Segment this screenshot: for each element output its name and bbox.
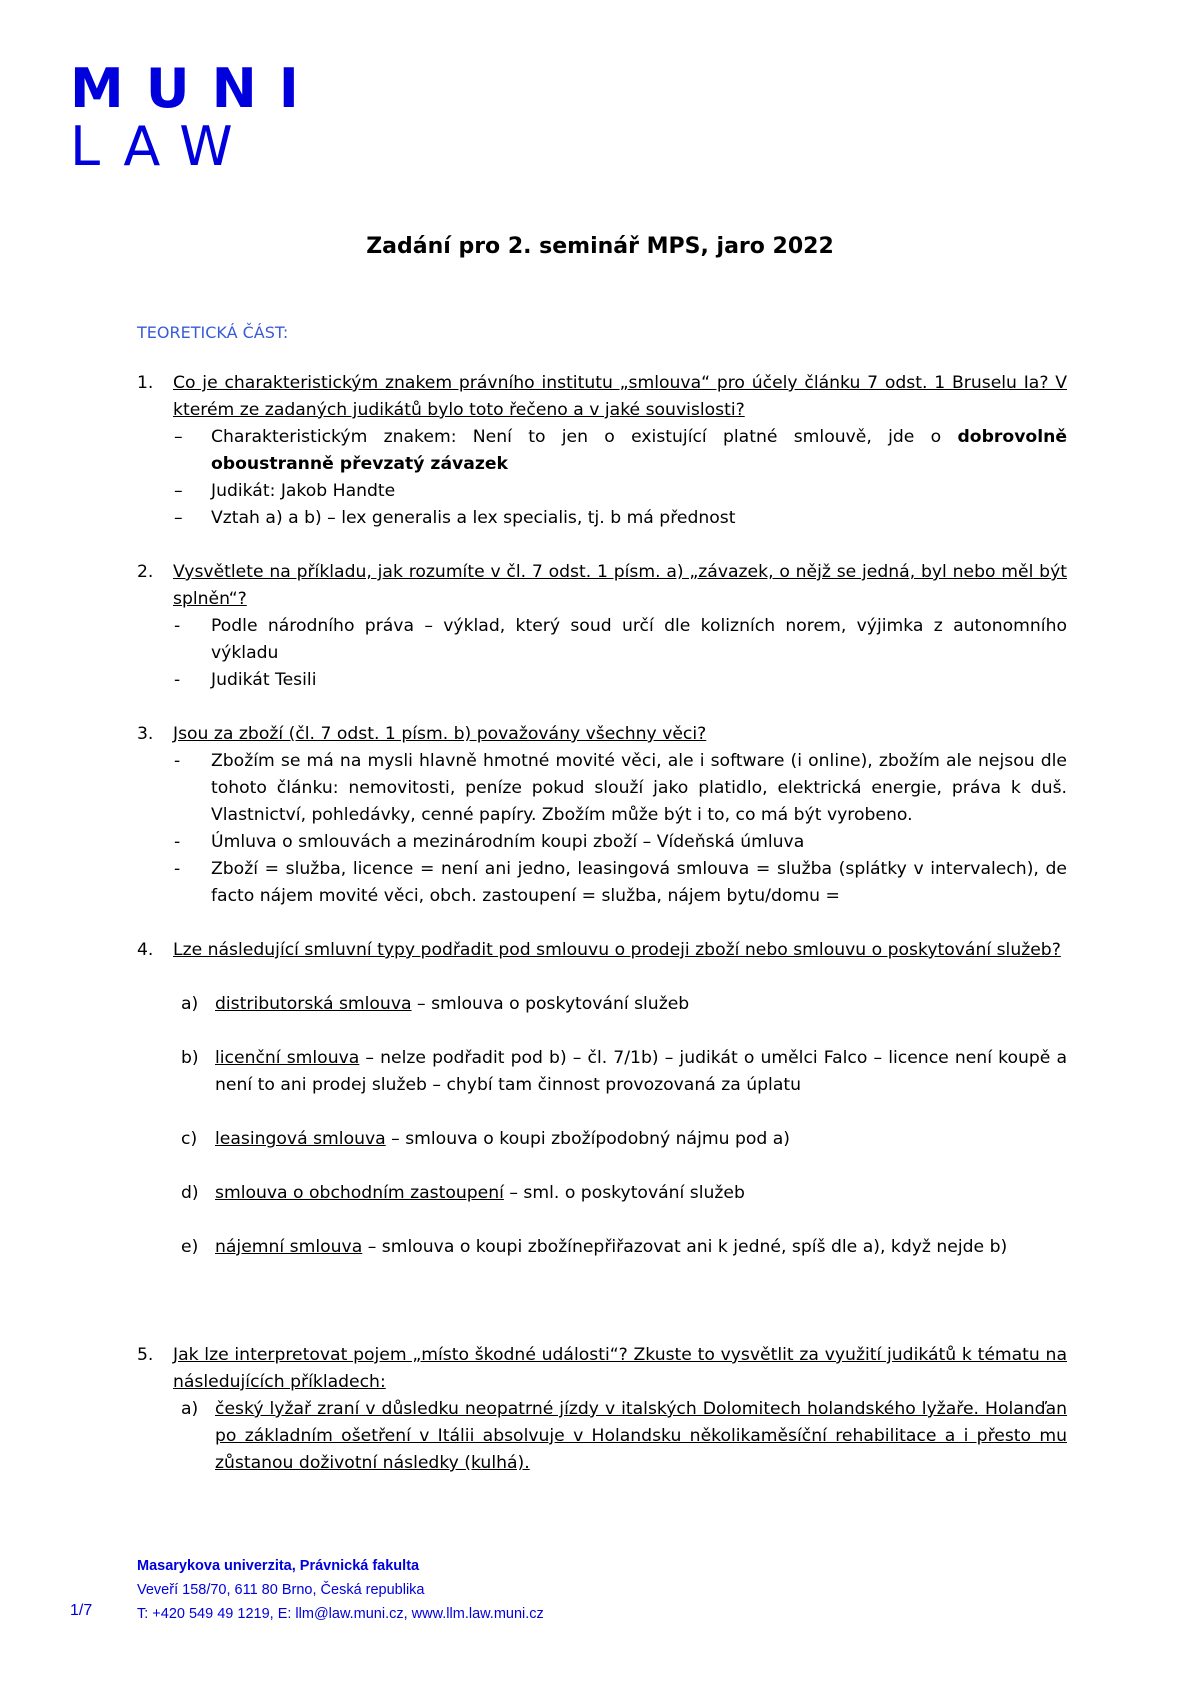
bullet-text: Judikát Tesili [211,670,317,690]
question-number: 1. [137,373,154,393]
subitem-answer: – smlouva o koupi zbožípodobný nájmu pod a) [385,1129,791,1149]
contract-type: smlouva o obchodním zastoupení [215,1183,504,1203]
contract-type: distributorská smlouva [215,994,412,1014]
page-footer [137,1554,544,1626]
question-3 [137,721,1067,748]
answer-bullet [137,505,1067,532]
footer-institution: Masarykova univerzita, Právnická fakulta [137,1558,420,1574]
bullet-text: Zbožím se má na mysli hlavně hmotné movité věci, ale i software (i online), zbožím ale nejsou dle tohoto článku: nemovitosti, peníze pokud slouží jako platidlo, elektrická energie, práva k duš. Vlastnictví, pohledávky, cenné papíry. Zbožím může být i to, co má být vyrobeno. [211,751,1067,825]
question-text: Vysvětlete na příkladu, jak rozumíte v čl. 7 odst. 1 písm. a) „závazek, o nějž se jedná, byl nebo měl být splněn“? [173,562,1067,609]
bullet-text: Charakteristickým znakem: Není to jen o existující platné smlouvě, jde o [211,427,958,447]
question-4 [137,937,1067,964]
answer-bullet [137,478,1067,505]
dash-bullet: - [174,670,181,690]
question-number: 2. [137,562,154,582]
question-number: 5. [137,1345,154,1365]
subitem-label: d) [181,1183,199,1203]
bullet-text: Vztah a) a b) – lex generalis a lex specialis, tj. b má přednost [211,508,736,528]
subitem-label: b) [181,1048,199,1068]
question-number: 3. [137,724,154,744]
contract-type: leasingová smlouva [215,1129,386,1149]
logo-line-law: LAW [70,115,255,178]
subitem-c [137,1126,1067,1153]
subitem-e [137,1234,1067,1261]
subitem-a [137,1396,1067,1477]
question-5 [137,1342,1067,1396]
bullet-text: Zboží = služba, licence = není ani jedno, leasingová smlouva = služba (splátky v intervalech), de facto nájem movité věci, obch. zastoupení = služba, nájem bytu/domu = [211,859,1067,906]
bullet-text: Podle národního práva – výklad, který soud určí dle kolizních norem, výjimka z autonomního výkladu [211,616,1067,663]
subitem-label: e) [181,1237,199,1257]
subitem-label: c) [181,1129,198,1149]
dash-bullet: - [174,859,181,879]
answer-bullet [137,613,1067,667]
subitem-answer: – nelze podřadit pod b) – čl. 7/1b) – judikát o umělci Falco – licence není koupě a není to ani prodej služeb – chybí tam činnost provozovaná za úplatu [215,1048,1067,1095]
subitem-answer: – sml. o poskytování služeb [503,1183,745,1203]
subitem-answer: – smlouva o poskytování služeb [411,994,690,1014]
subitem-d [137,1180,1067,1207]
question-text: Jsou za zboží (čl. 7 odst. 1 písm. b) považovány všechny věci? [173,724,707,744]
page-number: 1/7 [70,1602,93,1619]
answer-bullet [137,856,1067,910]
contract-type: nájemní smlouva [215,1237,363,1257]
dash-bullet: – [174,481,183,501]
bullet-text: Judikát: Jakob Handte [211,481,396,501]
subitem-answer: – smlouva o koupi zbožínepřiřazovat ani k jedné, spíš dle a), když nejde b) [362,1237,1008,1257]
answer-bullet [137,829,1067,856]
subitem-label: a) [181,994,199,1014]
question-number: 4. [137,940,154,960]
dash-bullet: - [174,616,181,636]
footer-contact: T: +420 549 49 1219, E: llm@law.muni.cz, www.llm.law.muni.cz [137,1606,544,1622]
footer-address: Veveří 158/70, 611 80 Brno, Česká republika [137,1582,425,1598]
dash-bullet: - [174,751,181,771]
bullet-text: Úmluva o smlouvách a mezinárodním koupi zboží – Vídeňská úmluva [211,832,805,852]
contract-type: licenční smlouva [215,1048,360,1068]
section-heading: TEORETICKÁ ČÁST: [137,323,289,342]
answer-bullet [137,667,1067,694]
subitem-b [137,1045,1067,1099]
subitem-a [137,991,1067,1018]
dash-bullet: – [174,508,183,528]
muni-law-logo [70,57,321,178]
dash-bullet: – [174,427,183,447]
document-body [137,370,1067,1477]
question-1 [137,370,1067,424]
example-text: český lyžař zraní v důsledku neopatrné jízdy v italských Dolomitech holandského lyžaře. Holanďan po základním ošetření v Itálii absolvuje v Holandsku několikaměsíční rehabilitace a i přesto mu zůstanou doživotní následky (kulhá). [215,1399,1067,1473]
bullet-text-bold: dobrovolně oboustranně převzatý závazek [211,427,1067,474]
question-text: Co je charakteristickým znakem právního institutu „smlouva“ pro účely článku 7 odst. 1 Bruselu Ia? V kterém ze zadaných judikátů bylo toto řečeno a v jaké souvislosti? [173,373,1067,420]
question-text: Jak lze interpretovat pojem „místo škodné události“? Zkuste to vysvětlit za využití judikátů k tématu na následujících příkladech: [173,1345,1067,1392]
answer-bullet [137,748,1067,829]
logo-line-muni: MUNI [70,57,321,120]
dash-bullet: - [174,832,181,852]
question-2 [137,559,1067,613]
question-text: Lze následující smluvní typy podřadit pod smlouvu o prodeji zboží nebo smlouvu o poskytování služeb? [173,940,1061,960]
answer-bullet [137,424,1067,478]
document-title: Zadání pro 2. seminář MPS, jaro 2022 [366,234,834,259]
subitem-label: a) [181,1399,199,1419]
